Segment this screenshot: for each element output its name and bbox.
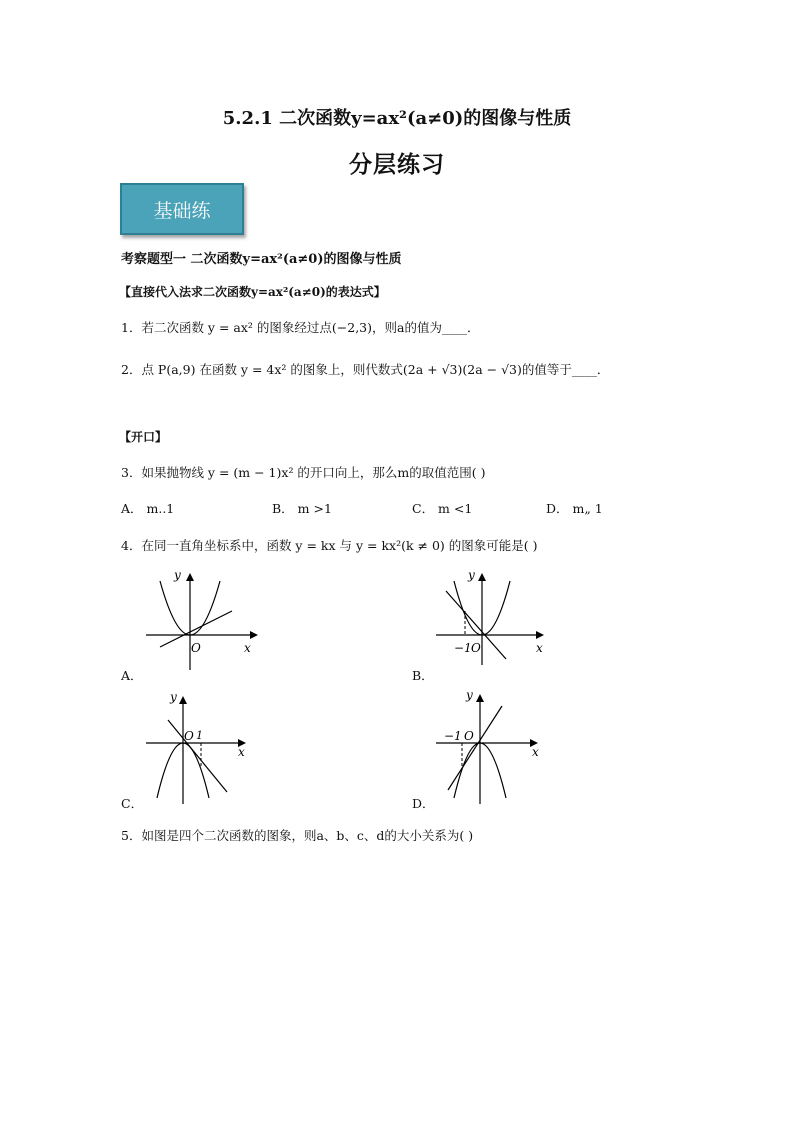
graph-c-x-label: x	[238, 745, 245, 759]
graph-d-y-label: y	[466, 688, 473, 702]
graph-a	[140, 565, 260, 675]
question-1: 1．若二次函数 y = ax² 的图象经过点(−2,3)，则a的值为____．	[121, 320, 480, 335]
graph-b-origin-label: O	[471, 641, 481, 655]
topic-heading-opening: 【开口】	[119, 430, 168, 444]
q3-option-a: A． m..1	[121, 501, 175, 516]
question-4: 4．在同一直角坐标系中，函数 y = kx 与 y = kx²(k ≠ 0) 的图象可能是( )	[121, 538, 538, 553]
graph-d-minus-one-label: −1	[444, 729, 462, 743]
question-5: 5．如图是四个二次函数的图象，则a、b、c、d的大小关系为( )	[121, 828, 474, 843]
graph-d-x-label: x	[532, 745, 539, 759]
graph-b-minus-one-label: −1	[454, 641, 472, 655]
question-3: 3．如果抛物线 y = (m − 1)x² 的开口向上，那么m的取值范围( )	[121, 465, 486, 480]
q3-option-b: B． m >1	[272, 501, 332, 516]
graph-a-label: A．	[121, 668, 143, 683]
graph-b-label: B．	[412, 668, 434, 683]
document-subtitle: 分层练习	[349, 151, 445, 178]
graph-b	[432, 565, 552, 675]
q3-option-c: C． m <1	[412, 501, 473, 516]
graph-d	[430, 686, 550, 806]
graph-b-x-label: x	[536, 641, 543, 655]
graph-b-y-label: y	[468, 568, 475, 582]
level-badge: 基础练	[120, 183, 244, 235]
graph-c-label: C．	[121, 796, 144, 811]
section-heading: 考察题型一 二次函数y=ax²(a≠0)的图像与性质	[121, 252, 402, 267]
topic-heading-expression: 【直接代入法求二次函数y=ax²(a≠0)的表达式】	[119, 285, 386, 299]
graph-a-x-label: x	[244, 641, 251, 655]
graph-d-origin-label: O	[464, 729, 474, 743]
graph-a-origin-label: O	[191, 641, 201, 655]
q3-option-d: D． m„ 1	[546, 501, 603, 516]
graph-c-y-label: y	[170, 690, 177, 704]
graph-c-origin-label: O	[184, 729, 194, 743]
question-2: 2．点 P(a,9) 在函数 y = 4x² 的图象上，则代数式(2a + √3)(2a − √3)的值等于____．	[121, 362, 610, 377]
graph-c-one-label: 1	[196, 729, 203, 742]
document-title: 5.2.1 二次函数y=ax²(a≠0)的图像与性质	[222, 108, 572, 129]
graph-a-y-label: y	[174, 568, 181, 582]
graph-d-label: D．	[412, 796, 435, 811]
graph-c	[140, 686, 260, 806]
